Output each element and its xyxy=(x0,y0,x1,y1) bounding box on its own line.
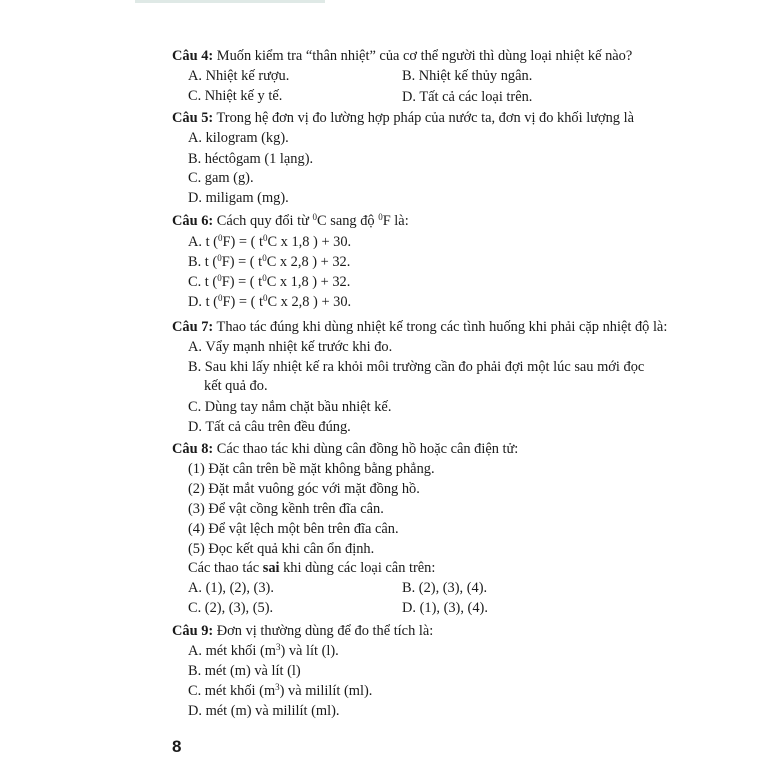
option-5b: B. héctôgam (1 lạng). xyxy=(188,151,314,167)
option-7b-line2: kết quả đo. xyxy=(204,378,268,394)
formula-part: F) = ( t xyxy=(221,274,263,290)
option-4c: C. Nhiệt kế y tế. xyxy=(188,88,283,104)
question-label: Câu 4: xyxy=(172,48,214,64)
option-4b: B. Nhiệt kế thủy ngân. xyxy=(402,68,533,84)
question-text: C sang độ xyxy=(317,213,379,229)
option-6b xyxy=(188,253,350,271)
option-4a: A. Nhiệt kế rượu. xyxy=(188,68,290,84)
question-text: Muốn kiểm tra “thân nhiệt” của cơ thể người thì dùng loại nhiệt kế nào? xyxy=(213,48,633,64)
option-8b: B. (2), (3), (4). xyxy=(402,580,488,596)
question-7 xyxy=(172,318,667,336)
prompt-text: khi dùng các loại cân trên: xyxy=(279,560,436,576)
question-text: Đơn vị thường dùng để đo thể tích là: xyxy=(213,623,434,639)
formula-part: A. t ( xyxy=(188,234,218,250)
degree-superscript: 0 xyxy=(378,212,383,222)
degree-superscript: 0 xyxy=(262,253,267,263)
option-6c xyxy=(188,273,350,291)
question-6 xyxy=(172,212,409,230)
formula-part: F) = ( t xyxy=(222,234,263,250)
question-text: F là: xyxy=(382,213,409,229)
question-text: Các thao tác khi dùng cân đồng hồ hoặc cân điện tử: xyxy=(213,441,519,457)
prompt-text: Các thao tác xyxy=(188,560,263,576)
question-8-prompt xyxy=(188,559,435,577)
option-9d: D. mét (m) và mililít (ml). xyxy=(188,703,340,719)
question-label: Câu 5: xyxy=(172,110,214,126)
question-text: Thao tác đúng khi dùng nhiệt kế trong các tình huống khi phải cặp nhiệt độ là: xyxy=(213,319,668,335)
exponent: 3 xyxy=(275,682,280,692)
list-item: (1) Đặt cân trên bề mặt không bằng phẳng. xyxy=(188,461,435,477)
option-8d: D. (1), (3), (4). xyxy=(402,600,488,616)
option-9c xyxy=(188,682,372,700)
formula-part: F) = ( t xyxy=(222,294,263,310)
list-item: (3) Để vật cồng kềnh trên đĩa cân. xyxy=(188,501,384,517)
formula-part: F) = ( t xyxy=(221,254,263,270)
question-text: Trong hệ đơn vị đo lường hợp pháp của nước ta, đơn vị đo khối lượng là xyxy=(213,110,634,126)
degree-superscript: 0 xyxy=(217,233,223,243)
option-5c: C. gam (g). xyxy=(188,170,254,186)
option-4d: D. Tất cả các loại trên. xyxy=(402,89,533,105)
page-number: 8 xyxy=(172,737,182,756)
option-7b-line1: B. Sau khi lấy nhiệt kế ra khỏi môi trường cần đo phải đợi một lúc sau mới đọc xyxy=(188,359,645,375)
question-9 xyxy=(172,622,433,640)
list-item: (4) Để vật lệch một bên trên đĩa cân. xyxy=(188,521,399,537)
option-5a: A. kilogram (kg). xyxy=(188,130,289,146)
list-item: (2) Đặt mắt vuông góc với mặt đồng hồ. xyxy=(188,481,420,497)
formula-part: B. t ( xyxy=(188,254,218,270)
option-6a xyxy=(188,233,351,251)
degree-superscript: 0 xyxy=(217,253,222,263)
degree-superscript: 0 xyxy=(262,233,268,243)
question-label: Câu 6: xyxy=(172,213,214,229)
formula-part: C x 2,8 ) + 30. xyxy=(267,294,352,310)
question-label: Câu 7: xyxy=(172,319,214,335)
option-text: ) và mililít (ml). xyxy=(279,683,373,699)
question-5 xyxy=(172,109,634,127)
option-7d: D. Tất cả câu trên đều đúng. xyxy=(188,419,351,435)
option-9b: B. mét (m) và lít (l) xyxy=(188,663,301,679)
list-item: (5) Đọc kết quả khi cân ổn định. xyxy=(188,541,375,557)
option-5d: D. miligam (mg). xyxy=(188,190,289,206)
degree-superscript: 0 xyxy=(217,273,222,283)
question-label: Câu 9: xyxy=(172,623,214,639)
formula-part: C. t ( xyxy=(188,274,218,290)
option-7a: A. Vẩy mạnh nhiệt kế trước khi đo. xyxy=(188,339,393,355)
question-8 xyxy=(172,440,518,458)
prompt-emphasis: sai xyxy=(262,560,280,576)
option-text: ) và lít (l). xyxy=(280,643,339,659)
formula-part: C x 1,8 ) + 32. xyxy=(266,274,351,290)
option-6d xyxy=(188,293,351,311)
option-9a xyxy=(188,642,339,660)
degree-superscript: 0 xyxy=(217,293,223,303)
degree-superscript: 0 xyxy=(312,212,318,222)
question-text: Cách quy đổi từ xyxy=(213,213,313,229)
formula-part: C x 2,8 ) + 32. xyxy=(266,254,351,270)
option-text: A. mét khối (m xyxy=(188,643,276,659)
formula-part: C x 1,8 ) + 30. xyxy=(267,234,352,250)
exponent: 3 xyxy=(275,642,281,652)
question-label: Câu 8: xyxy=(172,441,214,457)
option-8a: A. (1), (2), (3). xyxy=(188,580,274,596)
formula-part: D. t ( xyxy=(188,294,218,310)
header-rule xyxy=(135,0,325,3)
option-8c: C. (2), (3), (5). xyxy=(188,600,274,616)
degree-superscript: 0 xyxy=(262,293,268,303)
degree-superscript: 0 xyxy=(262,273,267,283)
option-text: C. mét khối (m xyxy=(188,683,276,699)
question-4 xyxy=(172,47,632,65)
option-7c: C. Dùng tay nắm chặt bầu nhiệt kế. xyxy=(188,399,392,415)
